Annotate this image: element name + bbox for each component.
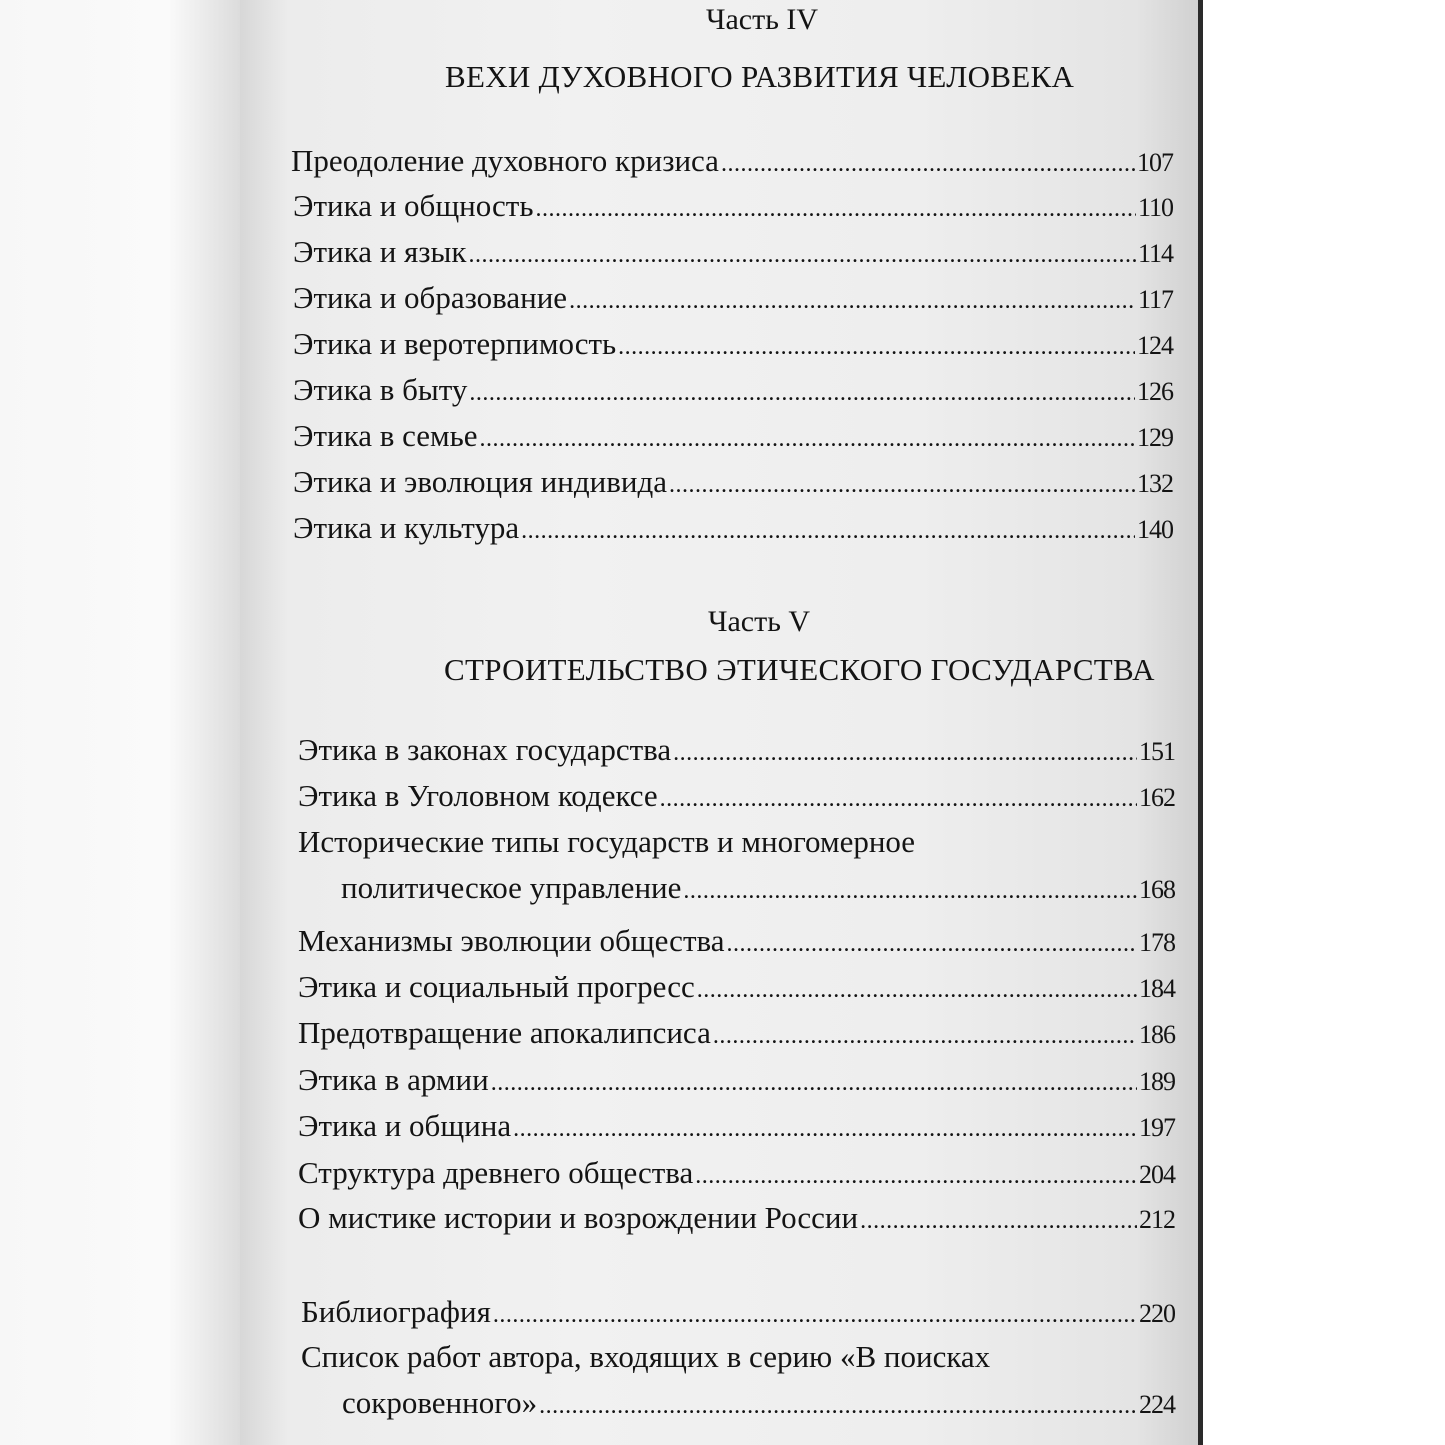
toc-entry[interactable] xyxy=(301,1293,1175,1334)
toc-entry-page: 126 xyxy=(1137,377,1173,406)
toc-entry-page: 117 xyxy=(1137,285,1173,314)
toc-entry-title: Этика и образование xyxy=(293,280,568,315)
toc-entry-page: 168 xyxy=(1139,875,1175,904)
toc-entry-title: Этика в законах государства xyxy=(298,732,672,767)
toc-entry[interactable] xyxy=(298,1061,1175,1102)
toc-entry-page: 197 xyxy=(1139,1113,1175,1142)
leader-dots xyxy=(469,374,1135,412)
toc-entry-page: 212 xyxy=(1139,1205,1175,1234)
toc-entry[interactable] xyxy=(298,1014,1175,1055)
toc-entry[interactable] xyxy=(293,509,1173,550)
toc-entry-title: Этика в семье xyxy=(293,418,478,453)
leader-dots xyxy=(493,1296,1137,1334)
toc-entry-title: Этика и язык xyxy=(293,234,467,269)
leader-dots xyxy=(669,466,1135,504)
toc-entry-title: Этика в армии xyxy=(298,1062,489,1097)
toc-entry[interactable] xyxy=(298,1154,1175,1195)
toc-entry[interactable] xyxy=(298,922,1175,963)
toc-entry-page: 162 xyxy=(1139,783,1175,812)
leader-dots xyxy=(569,282,1136,320)
toc-entry[interactable] xyxy=(342,1384,1175,1425)
toc-entry-page: 124 xyxy=(1137,331,1173,360)
part5-label: Часть V xyxy=(707,605,811,638)
toc-entry-page: 224 xyxy=(1139,1390,1175,1419)
leader-dots xyxy=(480,420,1135,458)
leader-dots xyxy=(713,1017,1137,1055)
toc-entry-title: Механизмы эволюции общества xyxy=(298,923,725,958)
toc-entry-page: 151 xyxy=(1139,737,1175,766)
toc-entry-page: 107 xyxy=(1137,148,1173,177)
toc-entry[interactable] xyxy=(298,731,1175,772)
toc-entry-page: 132 xyxy=(1137,469,1173,498)
part4-label: Часть IV xyxy=(705,3,819,36)
leader-dots xyxy=(860,1202,1137,1240)
toc-entry-page: 178 xyxy=(1139,928,1175,957)
leader-dots xyxy=(695,1157,1137,1195)
leader-dots xyxy=(721,145,1135,183)
leader-dots xyxy=(513,1110,1137,1148)
leader-dots xyxy=(539,1387,1137,1425)
toc-entry[interactable] xyxy=(298,1107,1175,1148)
leader-dots xyxy=(673,734,1137,772)
toc-entry-title-continuation: сокровенного» xyxy=(342,1385,538,1420)
toc-entry[interactable] xyxy=(293,187,1173,228)
leader-dots xyxy=(618,328,1135,366)
toc-entry-title: Структура древнего общества xyxy=(298,1155,694,1190)
leader-dots xyxy=(468,236,1136,274)
toc-entry-title-first-line[interactable]: Исторические типы государств и многомерное xyxy=(298,824,916,859)
part5-title: СТРОИТЕЛЬСТВО ЭТИЧЕСКОГО ГОСУДАРСТВА xyxy=(444,652,1155,687)
toc-entry-page: 189 xyxy=(1139,1067,1175,1096)
toc-entry[interactable] xyxy=(341,869,1175,910)
leader-dots xyxy=(491,1064,1137,1102)
leader-dots xyxy=(660,780,1137,818)
toc-entry-title: Преодоление духовного кризиса xyxy=(291,143,719,178)
toc-entry-page: 184 xyxy=(1139,974,1175,1003)
leader-dots xyxy=(536,190,1136,228)
toc-entry-page: 114 xyxy=(1137,239,1173,268)
toc-entry[interactable] xyxy=(298,968,1175,1009)
toc-entry[interactable] xyxy=(293,279,1173,320)
toc-entry-title: Этика и эволюция индивида xyxy=(293,464,667,499)
toc-entry[interactable] xyxy=(293,325,1173,366)
toc-entry[interactable] xyxy=(293,371,1173,412)
leader-dots xyxy=(726,925,1137,963)
toc-entry[interactable] xyxy=(298,777,1175,818)
toc-entry-title: Этика и социальный прогресс xyxy=(298,969,695,1004)
toc-entry-title: Этика и община xyxy=(298,1108,512,1143)
leader-dots xyxy=(697,971,1137,1009)
toc-entry-page: 204 xyxy=(1139,1160,1175,1189)
toc-entry-page: 140 xyxy=(1137,515,1173,544)
toc-entry-title: Предотвращение апокалипсиса xyxy=(298,1015,711,1050)
toc-entry-page: 186 xyxy=(1139,1020,1175,1049)
part4-title: ВЕХИ ДУХОВНОГО РАЗВИТИЯ ЧЕЛОВЕКА xyxy=(445,59,1075,94)
toc-entry[interactable] xyxy=(291,142,1173,183)
toc-entry[interactable] xyxy=(298,1199,1175,1240)
leader-dots xyxy=(683,872,1137,910)
toc-entry-title-continuation: политическое управление xyxy=(341,870,682,905)
toc-entry-title: Этика и культура xyxy=(293,510,520,545)
left-margin xyxy=(0,0,240,1445)
toc-entry-title: О мистике истории и возрождении России xyxy=(298,1200,859,1235)
right-margin xyxy=(1203,0,1445,1445)
toc-entry[interactable] xyxy=(293,417,1173,458)
leader-dots xyxy=(521,512,1135,550)
toc-entry[interactable] xyxy=(293,463,1173,504)
toc-entry-page: 110 xyxy=(1137,193,1173,222)
toc-entry-title: Этика в Уголовном кодексе xyxy=(298,778,658,813)
toc-entry-title: Этика в быту xyxy=(293,372,468,407)
toc-entry-page: 220 xyxy=(1139,1299,1175,1328)
toc-entry-title: Этика и веротерпимость xyxy=(293,326,617,361)
toc-entry-page: 129 xyxy=(1137,423,1173,452)
toc-entry-title: Библиография xyxy=(301,1294,491,1329)
toc-entry[interactable] xyxy=(293,233,1173,274)
toc-entry-title-first-line[interactable]: Список работ автора, входящих в серию «В поисках xyxy=(301,1339,991,1374)
toc-entry-title: Этика и общность xyxy=(293,188,534,223)
